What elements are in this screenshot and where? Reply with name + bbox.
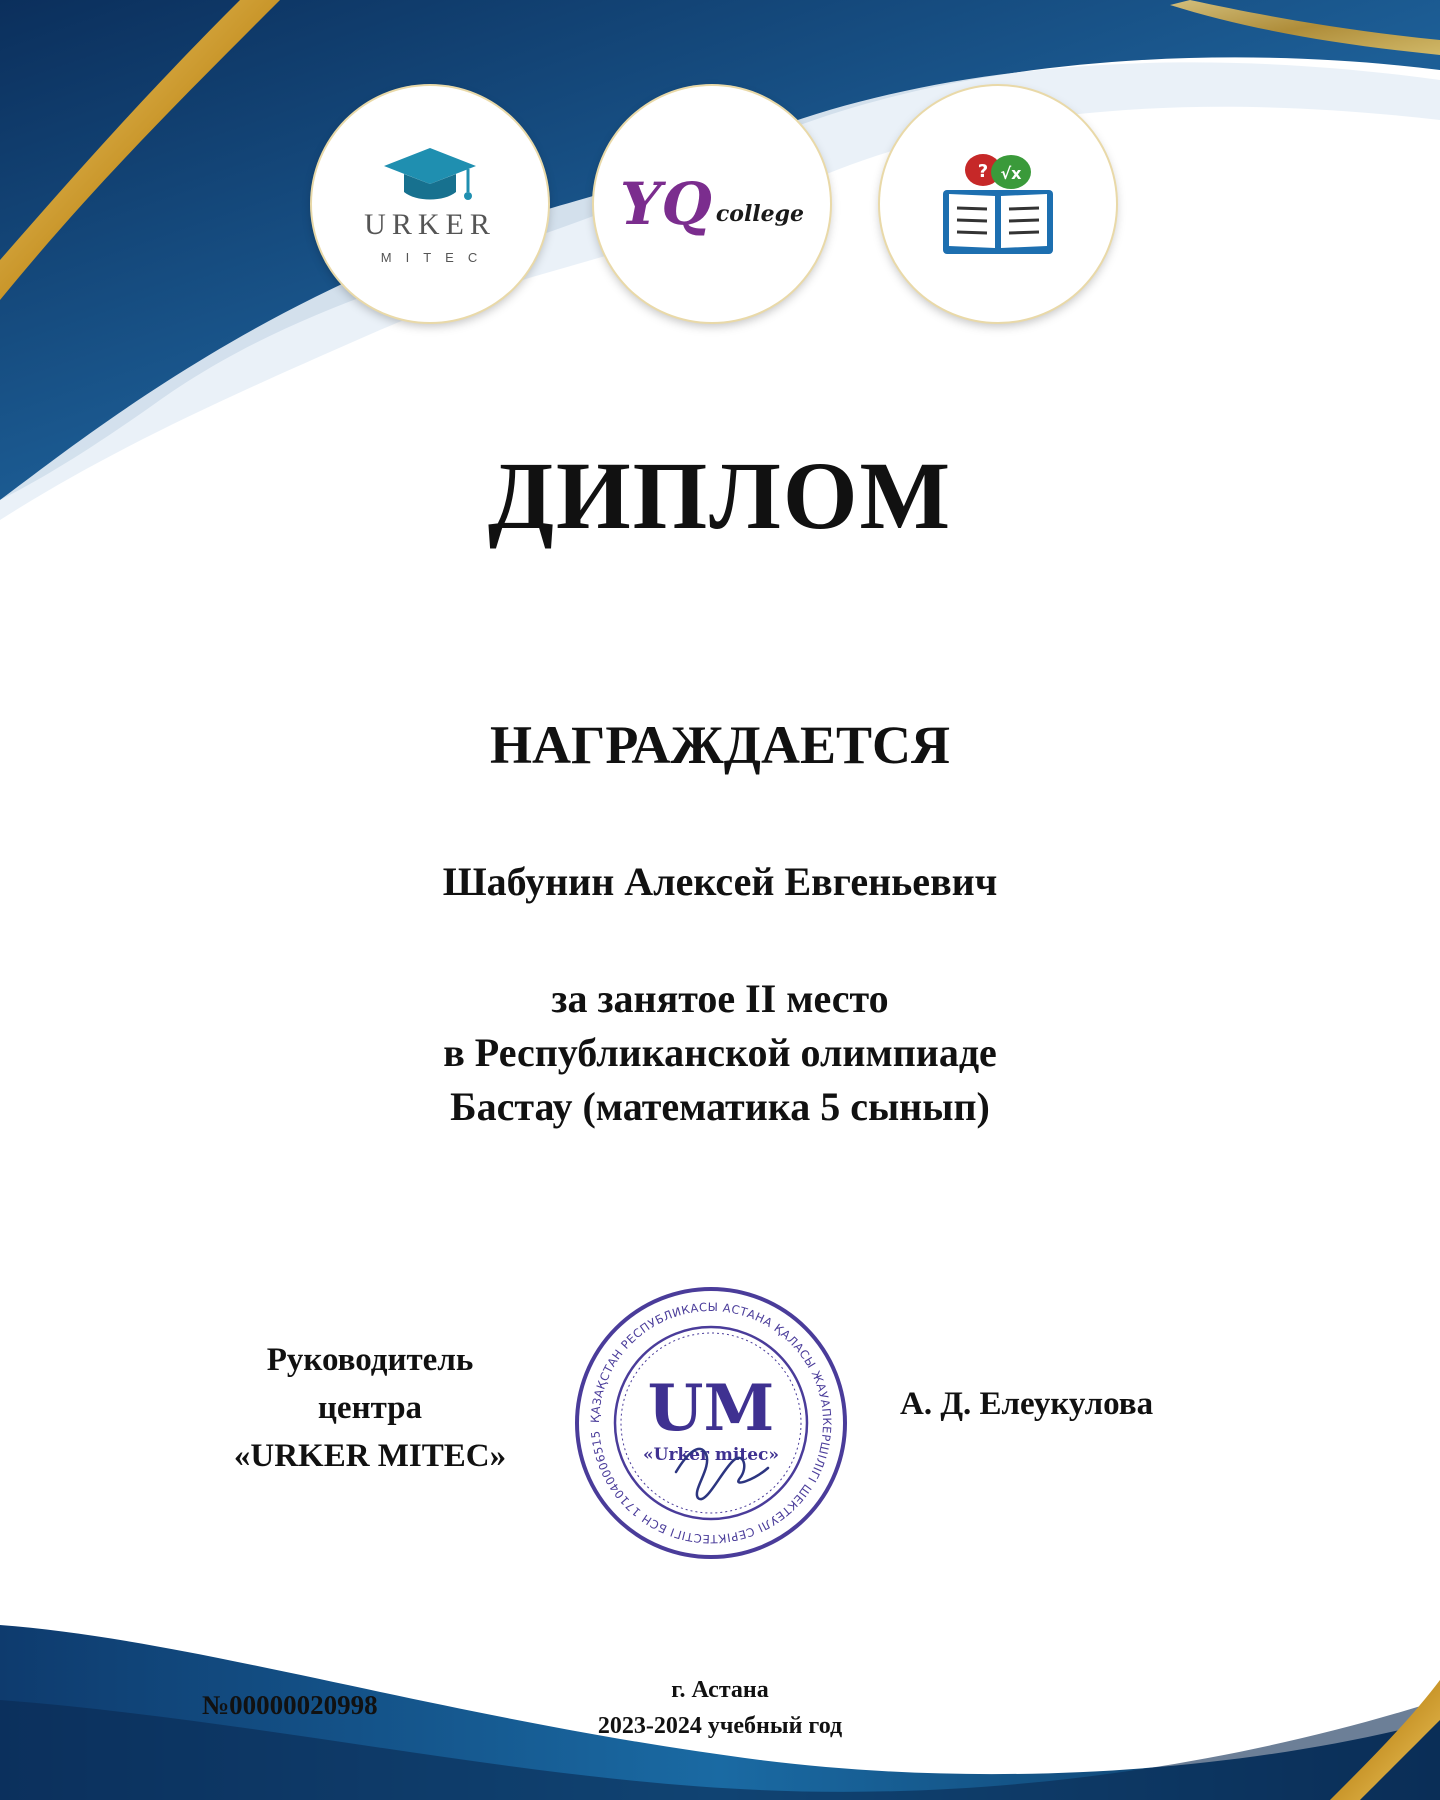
footer-year: 2023-2024 учебный год	[597, 1713, 843, 1739]
graduation-cap-icon	[380, 144, 480, 206]
svg-text:?: ?	[977, 161, 989, 182]
urker-logo-sub: MITEC	[380, 249, 492, 265]
document-number: №00000020998	[202, 1690, 378, 1720]
diploma-title: ДИПЛОМ	[487, 442, 953, 549]
svg-text:√x: √x	[1000, 164, 1022, 183]
book-logo	[880, 86, 1116, 322]
recipient-name: Шабунин Алексей Евгеньевич	[442, 859, 998, 904]
footer-city: г. Астана	[671, 1677, 769, 1703]
signatory-title-line: Руководитель	[266, 1342, 474, 1378]
award-reason-line: Бастау (математика 5 сынып)	[450, 1084, 990, 1129]
stamp-initials: UM	[647, 1371, 775, 1446]
yq-logo-wordmark	[619, 170, 805, 238]
signatory-title-line: «URKER MITEC»	[233, 1438, 507, 1474]
urker-logo-name: URKER	[364, 207, 496, 241]
urker-mitec-logo	[312, 86, 548, 322]
yq-college-logo	[594, 86, 830, 322]
stamp-name: «Urker mitec»	[643, 1445, 779, 1465]
yq-logo-word: college	[715, 201, 805, 227]
official-stamp	[572, 1284, 850, 1562]
footer	[0, 1672, 1440, 1744]
award-reason-line: за занятое II место	[551, 976, 889, 1021]
signatory-title	[190, 1336, 550, 1480]
open-book-icon	[933, 144, 1063, 264]
stamp-ring-text: ҚАЗАҚСТАН РЕСПУБЛИКАСЫ АСТАНА ҚАЛАСЫ ЖАУАПКЕРШІЛІГІ ШЕКТЕУЛІ СЕРІКТЕСТІГІ БСН 171040006515	[587, 1299, 835, 1547]
award-reason	[0, 972, 1440, 1134]
awarded-heading: НАГРАЖДАЕТСЯ	[489, 715, 950, 775]
award-reason-line: в Республиканской олимпиаде	[443, 1030, 997, 1075]
signatory-title-line: центра	[317, 1390, 423, 1426]
signatory-name: А. Д. Елеукулова	[900, 1386, 1154, 1422]
yq-logo-mark: YQ	[619, 170, 712, 238]
